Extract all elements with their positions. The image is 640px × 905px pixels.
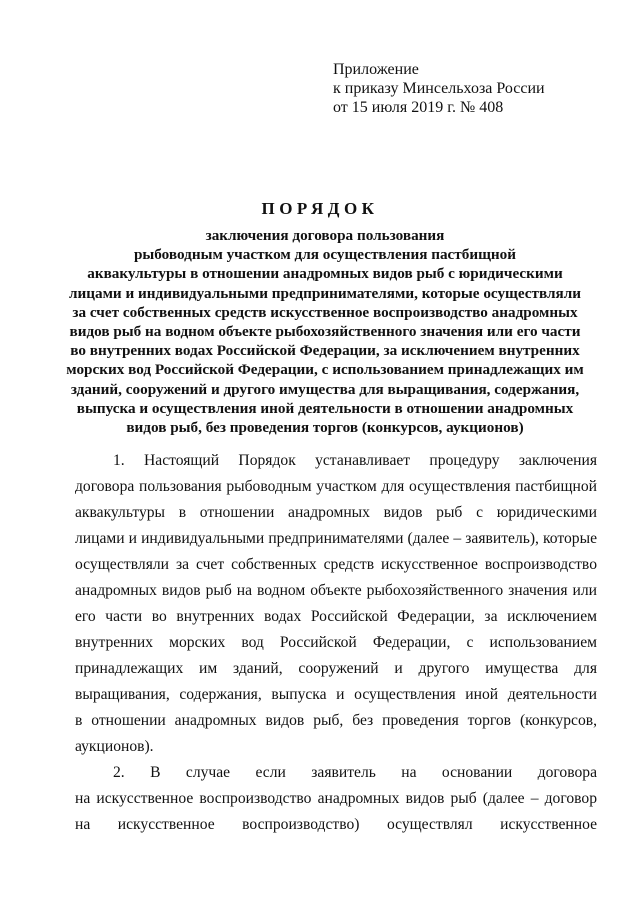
subtitle-line: выпуска и осуществления иной деятельности в отношении анадромных [76, 399, 574, 417]
appendix-line-2: к приказу Минсельхоза России [333, 80, 545, 97]
subtitle-line: во внутренних водах Российской Федерации, за исключением внутренних [70, 342, 580, 360]
subtitle-line: заключения договора пользования [205, 227, 445, 244]
paragraph-line: анадромных видов рыб на водном объекте рыбохозяйственного значения или [75, 582, 597, 599]
subtitle-line: видов рыб, без проведения торгов (конкурсов, аукционов) [126, 419, 524, 437]
paragraph-line: договора пользования рыбоводным участком для осуществления пастбищной [75, 478, 597, 495]
paragraph-line: 1. Настоящий Порядок устанавливает процедуру заключения [113, 452, 597, 469]
subtitle-line: рыбоводным участком для осуществления пастбищной [133, 246, 517, 264]
subtitle-line: видов рыб на водном объекте рыбохозяйственного значения или его части [69, 323, 581, 341]
paragraph-line: внутренних морских вод Российской Федерации, с использованием [75, 634, 597, 651]
subtitle-line: лицами и индивидуальными предпринимателями, которые осуществляли [68, 284, 582, 302]
subtitle-line: за счет собственных средств искусственное воспроизводство анадромных [72, 303, 578, 321]
document-subtitle [60, 226, 590, 437]
paragraph-line: 2. В случае если заявитель на основании договора [113, 764, 597, 781]
appendix-note [333, 60, 613, 117]
paragraph-line: принадлежащих им зданий, сооружений и другого имущества для [75, 660, 597, 677]
paragraph-line: на искусственное воспроизводство анадромных видов рыб (далее – договор [75, 790, 597, 807]
subtitle-line: аквакультуры в отношении анадромных видов рыб с юридическими [87, 265, 563, 283]
paragraph-line: его части во внутренних водах Российской Федерации, за исключением [75, 608, 597, 625]
document-title: ПОРЯДОК [261, 199, 379, 218]
paragraph-line: выращивания, содержания, выпуска и осуществления иной деятельности [75, 686, 597, 703]
paragraph-line: на искусственное воспроизводство) осуществлял искусственное [75, 816, 597, 833]
paragraph-line: аукционов). [75, 738, 154, 755]
paragraph-line: аквакультуры в отношении анадромных видов рыб с юридическими [75, 504, 597, 521]
appendix-line-1: Приложение [333, 61, 419, 78]
appendix-line-3: от 15 июля 2019 г. № 408 [333, 99, 504, 116]
subtitle-line: морских вод Российской Федерации, с использованием принадлежащих им [66, 361, 584, 379]
paragraph-line: осуществляли за счет собственных средств искусственное воспроизводство [75, 556, 597, 573]
paragraph-line: лицами и индивидуальными предпринимателями (далее – заявитель), которые [75, 530, 597, 547]
paragraph-line: в отношении анадромных видов рыб, без проведения торгов (конкурсов, [75, 712, 597, 729]
subtitle-line: зданий, сооружений и другого имущества для выращивания, содержания, [70, 380, 580, 398]
